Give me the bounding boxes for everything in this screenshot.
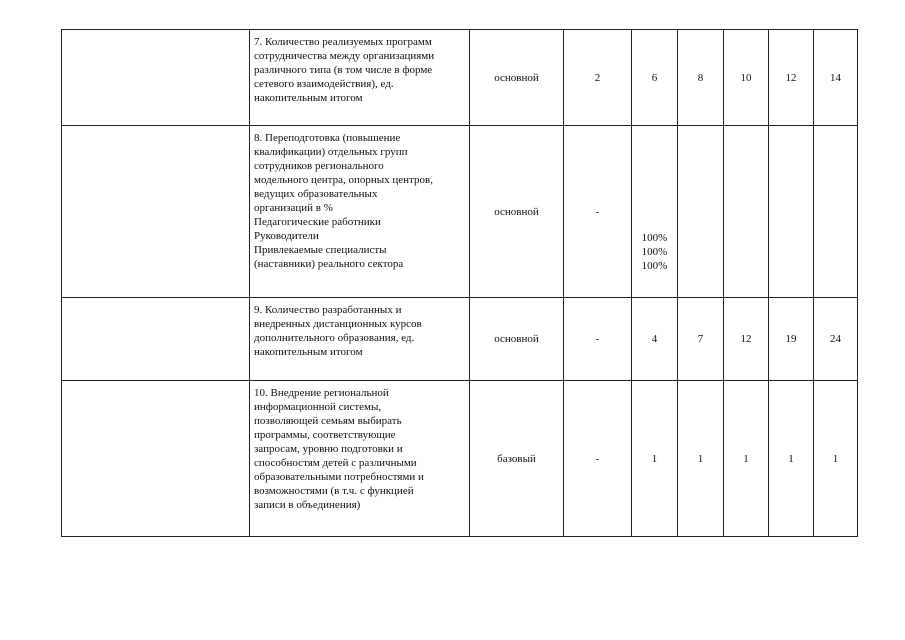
description-line: ведущих образовательных xyxy=(254,188,378,200)
indicator-description xyxy=(250,126,470,298)
indicator-description xyxy=(250,298,470,381)
indicator-description xyxy=(250,30,470,126)
description-line: накопительным итогом xyxy=(254,346,363,358)
description-line: Привлекаемые специалисты xyxy=(254,244,387,256)
value-cell: 4 xyxy=(632,298,678,381)
value-cell: 1 xyxy=(814,381,858,537)
indicator-type: основной xyxy=(470,298,564,381)
empty-value-cell xyxy=(724,126,769,298)
description-line: способностям детей с различными xyxy=(254,457,417,469)
empty-cell xyxy=(62,30,250,126)
value-cell: - xyxy=(564,381,632,537)
description-line: (наставники) реального сектора xyxy=(254,258,404,270)
description-line: возможностями (в т.ч. с функцией xyxy=(254,485,414,497)
description-line: программы, соответствующие xyxy=(254,429,396,441)
description-line: 9. Количество разработанных и xyxy=(254,304,402,316)
table-row xyxy=(62,298,858,381)
value-cell: 12 xyxy=(769,30,814,126)
description-line: позволяющей семьям выбирать xyxy=(254,415,402,427)
value-cell: 1 xyxy=(632,381,678,537)
value-cell: 2 xyxy=(564,30,632,126)
description-line: 8. Переподготовка (повышение xyxy=(254,132,401,144)
description-line: внедренных дистанционных курсов xyxy=(254,318,422,330)
empty-cell xyxy=(62,298,250,381)
value-cell: 1 xyxy=(678,381,724,537)
description-line: образовательными потребностями и xyxy=(254,471,424,483)
value-cell: 1 xyxy=(724,381,769,537)
description-line: различного типа (в том числе в форме xyxy=(254,64,433,76)
value-cell: - xyxy=(564,298,632,381)
table-row xyxy=(62,30,858,126)
value-cell: 12 xyxy=(724,298,769,381)
value-cell: 7 xyxy=(678,298,724,381)
percent-value: 100% xyxy=(641,232,668,244)
description-line: дополнительного образования, ед. xyxy=(254,332,415,344)
empty-cell xyxy=(62,126,250,298)
description-line: Педагогические работники xyxy=(254,216,381,228)
empty-value-cell xyxy=(814,126,858,298)
table-row xyxy=(62,126,858,298)
indicator-type: базовый xyxy=(470,381,564,537)
empty-value-cell xyxy=(769,126,814,298)
description-line: накопительным итогом xyxy=(254,92,363,104)
description-line: сотрудников регионального xyxy=(254,160,384,172)
value-cell-multi xyxy=(632,126,678,298)
description-line: организаций в % xyxy=(254,202,333,214)
description-line: квалификации) отдельных групп xyxy=(254,146,408,158)
indicator-type: основной xyxy=(470,126,564,298)
description-line: Руководители xyxy=(254,230,319,242)
empty-value-cell xyxy=(678,126,724,298)
value-cell: 10 xyxy=(724,30,769,126)
value-cell: 6 xyxy=(632,30,678,126)
indicator-type: основной xyxy=(470,30,564,126)
description-line: сетевого взаимодействия), ед. xyxy=(254,78,394,90)
description-line: запросам, уровню подготовки и xyxy=(254,443,403,455)
table-row xyxy=(62,381,858,537)
description-line: модельного центра, опорных центров, xyxy=(254,174,433,186)
value-cell: 1 xyxy=(769,381,814,537)
value-cell: 8 xyxy=(678,30,724,126)
description-line: 10. Внедрение региональной xyxy=(254,387,389,399)
description-line: записи в объединения) xyxy=(254,499,361,511)
percent-value: 100% xyxy=(641,246,668,258)
indicators-table xyxy=(61,29,858,537)
value-cell: 24 xyxy=(814,298,858,381)
description-line: 7. Количество реализуемых программ xyxy=(254,36,432,48)
indicator-description xyxy=(250,381,470,537)
description-line: сотрудничества между организациями xyxy=(254,50,435,62)
description-line: информационной системы, xyxy=(254,401,382,413)
empty-cell xyxy=(62,381,250,537)
percent-value: 100% xyxy=(641,260,668,272)
value-cell: 19 xyxy=(769,298,814,381)
value-cell: 14 xyxy=(814,30,858,126)
value-cell: - xyxy=(564,126,632,298)
